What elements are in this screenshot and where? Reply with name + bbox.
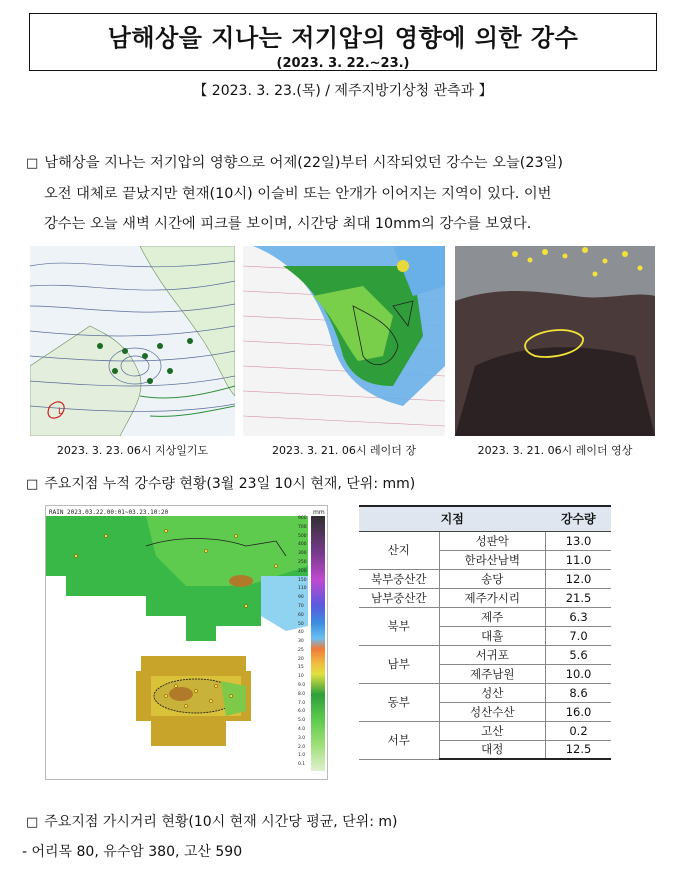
rain-scale-tick-label: 40 [298, 630, 304, 636]
rain-scale-tick-label: 2.0 [298, 744, 306, 750]
rain-accumulation-map [45, 505, 328, 780]
summary-text-1: 남해상을 지나는 저기압의 영향으로 어제(22일)부터 시작되었던 강수는 오늘(23일) [44, 155, 563, 171]
accum-section-title [26, 473, 415, 493]
rain-scale-tick-label: 90 [298, 595, 304, 601]
table-row [359, 607, 611, 626]
site-cell: 대흘 [439, 626, 545, 645]
visibility-title-text: 주요지점 가시거리 현황(10시 현재 시간당 평균, 단위: m) [44, 814, 398, 830]
amount-cell: 21.5 [545, 588, 611, 607]
rain-scale-bar [298, 516, 325, 771]
site-cell: 성판악 [439, 531, 545, 550]
summary-line-3: 강수는 오늘 새벽 시간에 피크를 보이며, 시간당 최대 10mm의 강수를 보였다. [44, 216, 532, 232]
amount-cell: 6.3 [545, 607, 611, 626]
rain-scale-tick-label: 150 [298, 577, 307, 583]
rain-scale-tick-label: 300 [298, 551, 307, 557]
amount-cell: 16.0 [545, 702, 611, 721]
visibility-section-title [26, 811, 397, 831]
caption-radar-image: 2023. 3. 21. 06시 레이더 영상 [477, 444, 633, 457]
rain-scale-tick-label: 10 [298, 674, 304, 680]
site-cell: 고산 [439, 721, 545, 740]
site-cell: 제주남원 [439, 664, 545, 683]
table-header-site: 지점 [359, 506, 545, 531]
square-bullet-icon: □ [26, 815, 39, 830]
table-row [359, 645, 611, 664]
rain-scale-tick-label: 9.0 [298, 683, 306, 689]
rain-scale-tick-label: 7.0 [298, 700, 306, 706]
amount-cell: 0.2 [545, 721, 611, 740]
amount-cell: 5.6 [545, 645, 611, 664]
svg-text:L: L [58, 407, 64, 417]
site-cell: 제주가시리 [439, 588, 545, 607]
summary-paragraph [26, 148, 666, 239]
table-row [359, 588, 611, 607]
group-cell: 남부 [359, 645, 439, 683]
table-row [359, 569, 611, 588]
amount-cell: 10.0 [545, 664, 611, 683]
site-cell: 서귀포 [439, 645, 545, 664]
rain-scale-tick-label: 8.0 [298, 691, 306, 697]
amount-cell: 11.0 [545, 550, 611, 569]
rain-scale-tick-label: 110 [298, 586, 307, 592]
radar-composite-image [243, 246, 445, 436]
group-cell: 남부중산간 [359, 588, 439, 607]
rain-scale-tick-label: 500 [298, 533, 307, 539]
accum-title-text: 주요지점 누적 강수량 현황(3월 23일 10시 현재, 단위: mm) [44, 476, 416, 492]
amount-cell: 7.0 [545, 626, 611, 645]
site-cell: 성산 [439, 683, 545, 702]
group-cell: 동부 [359, 683, 439, 721]
square-bullet-icon: □ [26, 477, 39, 492]
rain-scale-tick-label: 25 [298, 647, 304, 653]
square-bullet-icon: □ [26, 156, 39, 171]
title-box [29, 13, 657, 71]
rain-scale-tick-label: 5.0 [298, 718, 306, 724]
amount-cell: 8.6 [545, 683, 611, 702]
amount-cell: 13.0 [545, 531, 611, 550]
bulletin-line: 【 2023. 3. 23.(목) / 제주지방기상청 관측과 】 [193, 83, 493, 99]
table-row [359, 683, 611, 702]
rain-scale-tick-label: 50 [298, 621, 304, 627]
rain-scale-tick-label: 200 [298, 568, 307, 574]
rain-scale-tick-label: 70 [298, 603, 304, 609]
caption-radar-composite: 2023. 3. 21. 06시 레이더 장 [271, 444, 417, 457]
group-cell: 산지 [359, 531, 439, 569]
visibility-detail: - 어리목 80, 유수암 380, 고산 590 [22, 844, 243, 860]
site-cell: 성산수산 [439, 702, 545, 721]
title-period: (2023. 3. 22.~23.) [276, 56, 410, 71]
rain-scale-tick-label: 900 [298, 516, 307, 521]
rain-scale-tick-label: 250 [298, 559, 307, 565]
amount-cell: 12.5 [545, 740, 611, 759]
surface-weather-chart-image [30, 246, 235, 436]
site-cell: 송당 [439, 569, 545, 588]
rain-scale-tick-label: 3.0 [298, 735, 306, 741]
rain-scale-tick-label: 30 [298, 639, 304, 645]
rain-scale-tick-label: 60 [298, 612, 304, 618]
site-cell: 대정 [439, 740, 545, 759]
rain-scale-tick-label: 400 [298, 542, 307, 548]
table-row [359, 531, 611, 550]
rain-scale-tick-label: 700 [298, 524, 307, 530]
radar-image-jeju [455, 246, 655, 436]
rain-scale-tick-label: 20 [298, 656, 304, 662]
site-cell: 한라산남벽 [439, 550, 545, 569]
table-header-amount: 강수량 [545, 506, 611, 531]
rain-map-unit: mm [313, 509, 325, 516]
site-cell: 제주 [439, 607, 545, 626]
caption-surface-chart: 2023. 3. 23. 06시 지상일기도 [56, 444, 209, 457]
rain-scale-tick-label: 4.0 [298, 727, 306, 733]
precipitation-table [359, 505, 611, 760]
rain-scale-tick-label: 15 [298, 665, 304, 671]
amount-cell: 12.0 [545, 569, 611, 588]
rain-scale-tick-label: 0.1 [298, 762, 306, 768]
group-cell: 북부 [359, 607, 439, 645]
group-cell: 북부중산간 [359, 569, 439, 588]
rain-scale-tick-label: 1.0 [298, 753, 306, 759]
group-cell: 서부 [359, 721, 439, 759]
table-row [359, 721, 611, 740]
rain-scale-tick-label: 6.0 [298, 709, 306, 715]
rain-map-label: RAIN 2023.03.22.00:01~03.23.10:20 [49, 509, 169, 516]
summary-line-2: 오전 대체로 끝났지만 현재(10시) 이슬비 또는 안개가 이어지는 지역이 있다. 이번 [44, 186, 552, 202]
summary-line-1 [26, 148, 666, 179]
page-title: 남해상을 지나는 저기압의 영향에 의한 강수 [107, 24, 579, 52]
